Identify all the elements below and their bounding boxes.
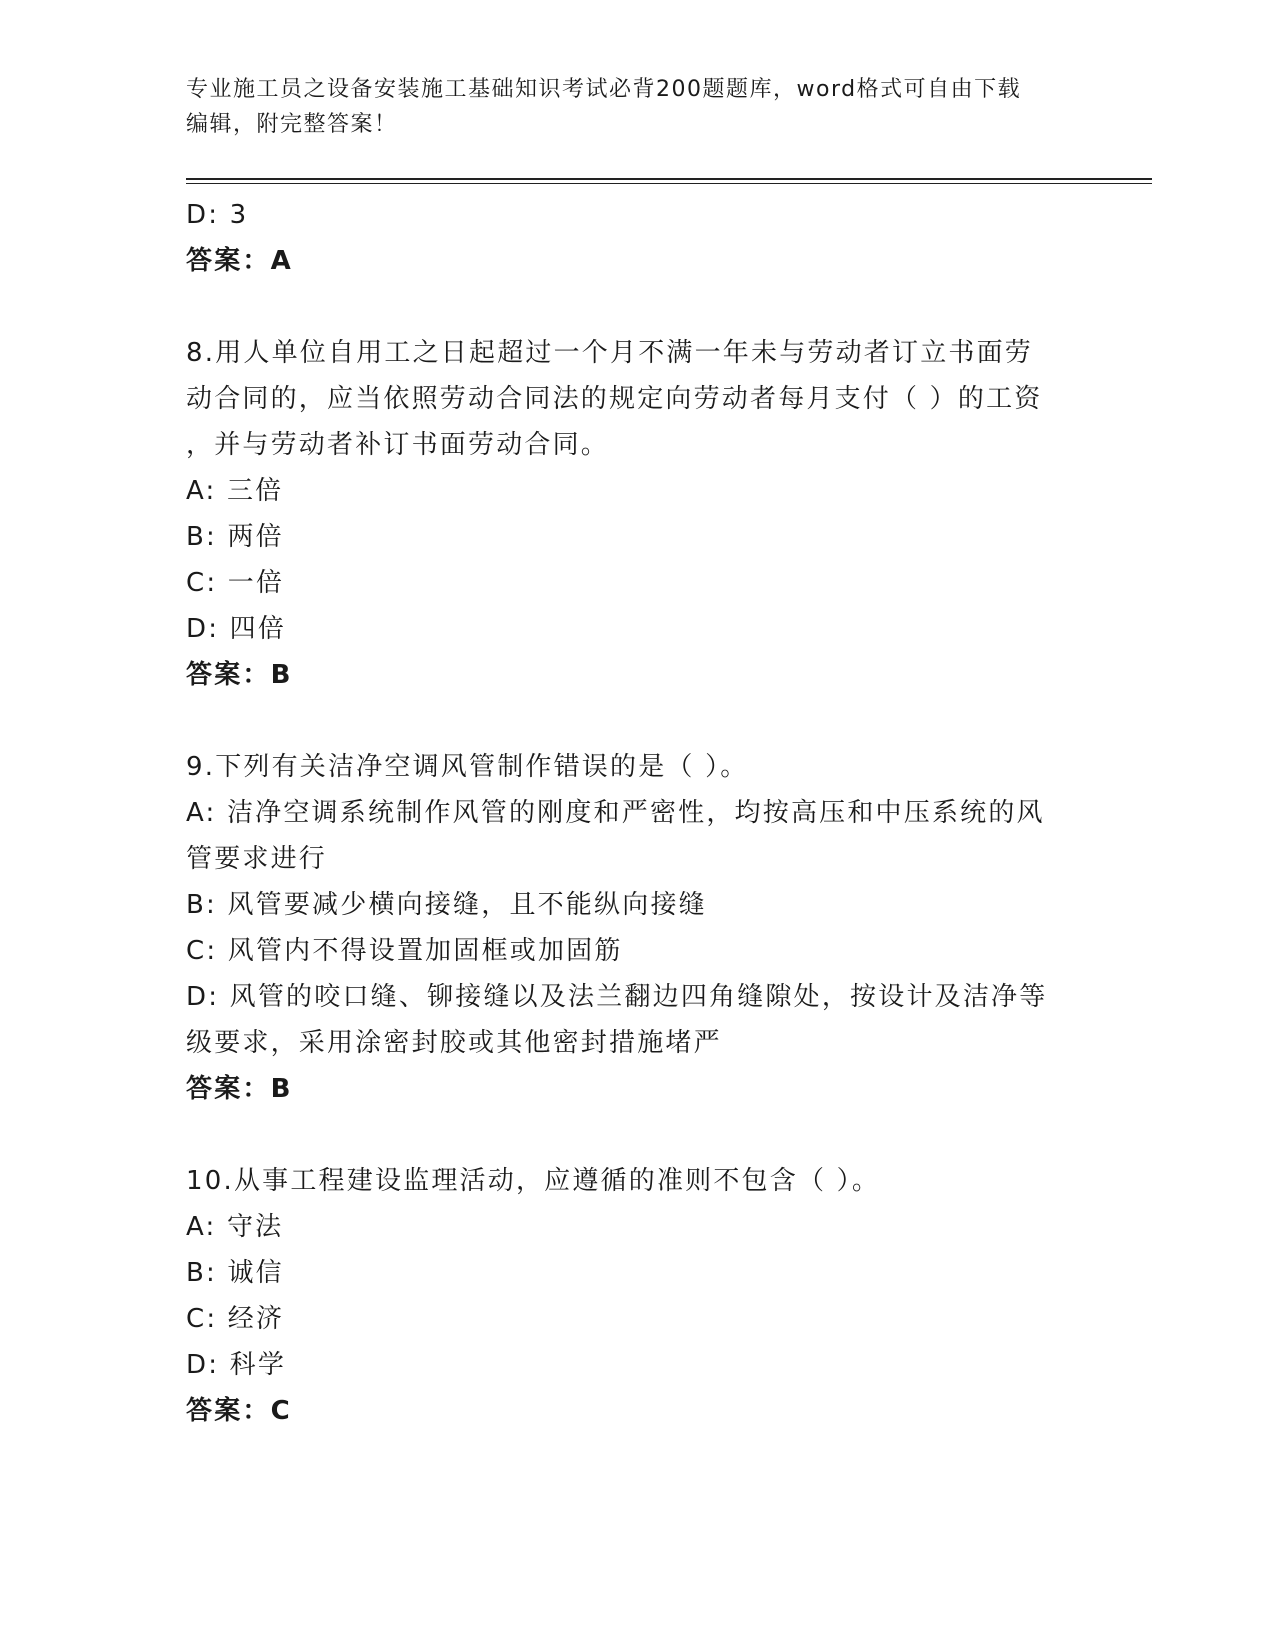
question-9-option-d-line-2: 级要求，采用涂密封胶或其他密封措施堵严	[186, 1028, 722, 1058]
question-9-option-b: B: 风管要减少横向接缝，且不能纵向接缝	[186, 890, 707, 920]
header-divider-thick	[186, 178, 1152, 180]
header-line-1: 专业施工员之设备安装施工基础知识考试必背200题题库，word格式可自由下载	[186, 77, 1022, 102]
question-10	[186, 1158, 1076, 1434]
question-10-answer: 答案：C	[186, 1396, 292, 1426]
question-9-option-c: C: 风管内不得设置加固框或加固筋	[186, 936, 623, 966]
prev-answer: 答案：A	[186, 246, 293, 276]
document-body	[186, 192, 1076, 1434]
question-9-option-a-line-2: 管要求进行	[186, 844, 328, 874]
spacer	[186, 1112, 1076, 1158]
question-9-option-d-line-1: D: 风管的咬口缝、铆接缝以及法兰翻边四角缝隙处，按设计及洁净等	[186, 982, 1048, 1012]
question-8	[186, 330, 1076, 698]
question-10-stem: 10.从事工程建设监理活动，应遵循的准则不包含（ ）。	[186, 1166, 881, 1196]
question-10-option-d: D: 科学	[186, 1350, 287, 1380]
question-9-option-a-line-1: A: 洁净空调系统制作风管的刚度和严密性，均按高压和中压系统的风	[186, 798, 1045, 828]
question-8-option-a: A: 三倍	[186, 476, 284, 506]
header-line-2: 编辑，附完整答案！	[186, 112, 398, 137]
question-8-stem-line-1: 8.用人单位自用工之日起超过一个月不满一年未与劳动者订立书面劳	[186, 338, 1034, 368]
question-9-stem: 9.下列有关洁净空调风管制作错误的是（ ）。	[186, 752, 749, 782]
question-8-answer: 答案：B	[186, 660, 293, 690]
question-8-option-d: D: 四倍	[186, 614, 287, 644]
page-header	[186, 72, 1066, 142]
spacer	[186, 698, 1076, 744]
question-8-stem-line-3: ，并与劳动者补订书面劳动合同。	[186, 430, 610, 460]
question-10-option-c: C: 经济	[186, 1304, 285, 1334]
prev-option-d: D: 3	[186, 200, 249, 230]
header-divider-thin	[186, 183, 1152, 184]
question-8-option-b: B: 两倍	[186, 522, 284, 552]
question-10-option-b: B: 诚信	[186, 1258, 284, 1288]
spacer	[186, 284, 1076, 330]
question-8-option-c: C: 一倍	[186, 568, 285, 598]
question-8-stem-line-2: 动合同的，应当依照劳动合同法的规定向劳动者每月支付（ ）的工资	[186, 384, 1043, 414]
question-9	[186, 744, 1076, 1112]
question-9-answer: 答案：B	[186, 1074, 293, 1104]
question-10-option-a: A: 守法	[186, 1212, 284, 1242]
